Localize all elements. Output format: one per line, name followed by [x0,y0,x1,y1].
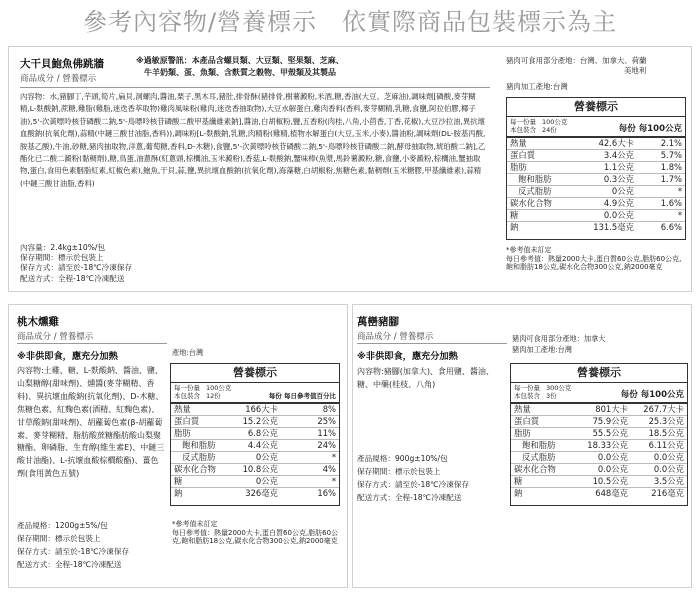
nutrition-row [511,416,687,428]
allergen-line-2: 牛羊奶類、蛋、魚類、含麩質之穀物、甲殼類及其製品 [144,68,336,78]
allergen-warning [136,55,466,79]
reference-note: *參考值未訂定 每日參考值：熱量2000大卡,蛋白質60公克,脂肪60公克,飽和脂肪18公克,碳水化合物300公克,鈉2000毫克 [506,246,682,272]
nutrition-row [507,186,685,198]
nutrient-name: 碳水化合物 [510,198,552,208]
nutrition-row [511,464,687,476]
nutrient-value-2: 11% [317,428,336,438]
product-title: 桃木燻雞 [17,316,59,328]
serving-value: 100公克 [206,384,232,392]
nutrient-value-2: 3.5公克 [653,476,684,486]
origin-line-2: 豬肉加工產地:台灣 [512,345,572,354]
nutrient-name: 鈉 [174,488,183,498]
nutrient-value: 0公克 [611,186,634,196]
ingredients-text: 內容物:豬腳(加拿大)、食用鹽、醬油、糖、中藥(桂枝、八角) [357,367,494,389]
nutrition-row [507,174,685,186]
nutrition-table [170,363,340,506]
nutrient-value: 0.0公克 [597,452,628,462]
nutrient-value-2: 1.6% [660,198,682,208]
reference-note: *參考值未訂定 每日參考值：熱量2000大卡,蛋白質60公克,脂肪60公克,飽和脂肪18公克,碳水化合物300公克,鈉2000毫克 [172,520,339,546]
nutrition-row [511,404,687,416]
nutrition-row [171,404,339,416]
nutrition-table [510,363,688,506]
divider [17,343,167,344]
product-meta: 產品規格：1200g±5%/包 保存期間：標示於包裝上 保存方式：請至於-18℃冷凍保存 配送方式：全程-18℃冷凍配送 [17,521,130,569]
nutrient-value-2: 0.0公克 [653,464,684,474]
nutrient-value-2: 0.0公克 [653,452,684,462]
nutrient-value-2: 1.8% [660,162,682,172]
nutrition-row [511,440,687,452]
nutrition-row [507,162,685,174]
product-title: 萬巒豬腳 [357,316,399,328]
servings-label: 本包裝含 [514,392,540,400]
nutrition-row [507,138,685,150]
divider [357,343,507,344]
serving-label: 每一份量 [514,384,540,392]
nutrient-value-2: 216毫克 [651,488,684,498]
nutrient-value: 55.5公克 [592,428,628,438]
nutrition-col-header: 每份 每100公克 [620,390,684,400]
nutrition-title: 營養標示 [171,364,339,383]
nutrition-table [506,97,686,240]
nutrient-name: 熱量 [174,404,191,414]
nutrition-col-header: 每份 每100公克 [618,124,682,134]
nutrient-value: 4.4公克 [247,440,278,450]
nutrition-row [171,452,339,464]
nutrient-value-2: * [677,210,682,220]
nutrient-name: 反式脂肪 [518,186,552,196]
servings-label: 本包裝含 [174,392,200,400]
nutrient-value-2: 24% [317,440,336,450]
allergen-line-1: ※過敏原警訊：本產品含螺貝類、大豆類、堅果類、芝麻、 [136,56,344,65]
nutrient-name: 鈉 [514,488,523,498]
nutrient-value-2: 2.1% [660,138,682,148]
nutrition-row [507,210,685,222]
nutrition-row [171,488,339,499]
nutrient-name: 蛋白質 [514,416,540,426]
product-subtitle: 商品成分 / 營養標示 [357,332,434,342]
nutrient-value-2: 18.5公克 [648,428,684,438]
nutrient-value-2: 25.3公克 [648,416,684,426]
product-subtitle: 商品成分 / 營養標示 [17,332,94,342]
nutrient-value: 1.1公克 [603,162,634,172]
nutrient-value: 0.3公克 [603,174,634,184]
origin-line-1: 豬肉可食用部分產地：加拿大 [512,334,606,343]
serving-label: 每一份量 [174,384,200,392]
nutrient-name: 脂肪 [174,428,191,438]
nutrient-name: 碳水化合物 [174,464,216,474]
nutrition-row [507,222,685,233]
nutrient-value: 15.2公克 [242,416,278,426]
nutrient-name: 飽和脂肪 [518,174,552,184]
nutrient-value: 326毫克 [245,488,278,498]
serving-value: 100公克 [542,118,568,126]
nutrient-value: 3.4公克 [603,150,634,160]
nutrient-name: 熱量 [510,138,527,148]
nutrition-rows [507,138,685,233]
nutrition-row [171,476,339,488]
servings-value: 12份 [206,392,221,400]
nutrient-name: 碳水化合物 [514,464,556,474]
nutrient-value: 42.6大卡 [598,138,634,148]
nutrient-value-2: 6.6% [660,222,682,232]
nutrition-rows [511,404,687,499]
nutrient-name: 脂肪 [514,428,531,438]
origin-info [512,333,690,355]
product-subtitle: 商品成分 / 營養標示 [20,74,97,84]
product-title: 大干貝鮑魚佛跳牆 [20,58,104,70]
origin-info [506,56,690,92]
nutrient-value: 0公克 [255,452,278,462]
servings-value: 3份 [546,392,557,400]
origin-line-1: 豬肉可食用部分產地：台灣、加拿大、荷蘭 [506,56,647,65]
nutrition-serving-header [511,383,687,404]
nutrition-row [171,464,339,476]
nutrition-rows [171,404,339,499]
product-meta: 產品規格：900g±10%/包 保存期間：標示於包裝上 保存方式：請至於-18℃冷凍保存 配送方式：全程-18℃冷凍配送 [357,454,470,502]
nutrient-value-2: 1.7% [660,174,682,184]
nutrition-row [507,198,685,210]
nutrient-value-2: 267.7大卡 [643,404,684,414]
serving-value: 300公克 [546,384,572,392]
nutrient-name: 糖 [174,476,183,486]
nutrient-value-2: 8% [322,404,336,414]
nutrient-value: 0公克 [255,476,278,486]
ingredients-text: 內容物:土雞、糖、L-麩酸鈉、醬油、鹽、山梨糖醇(甜味劑)、燻醬(麥芽糊精、香料)、異抗壞血酸鈉(抗氧化劑)、D-木糖、焦糖色素、紅麴色素(酒精、紅麴色素)、甘草酸鈉(甜味劑)、胡蘿蔔色素(β-胡蘿蔔素、麥芽糊精、脂肪酸蔗糖酯肪酸山梨聚糖酯、卵磷脂、生育醇(維生素E)、中鏈三酸甘油酯)、L-抗壞血酸棕櫚酸酯)、薑色劑(食用黃色五號) [17,366,165,479]
nutrition-row [511,476,687,488]
nutrient-value-2: 16% [317,488,336,498]
nutrient-name: 蛋白質 [174,416,200,426]
nutrient-value-2: * [677,186,682,196]
heating-warning: ※非供即食，應充分加熱 [17,351,118,362]
nutrition-row [507,150,685,162]
nutrient-value-2: * [331,452,336,462]
nutrient-name: 糖 [514,476,523,486]
nutrient-name: 熱量 [514,404,531,414]
nutrition-title: 營養標示 [507,98,685,117]
ingredients-text: 內容物：水,豬腳丁,芋頭,筍片,扁貝,洞螺肉,醬油,栗子,黑木耳,豬肚,排骨酥(豬排骨,樹薯澱粉,米酒,糖,香油(大豆、芝麻油),調味劑[磷酸,麥芽糊精,L-麩酸鈉,蔗糖,雞脂(雞脂,迷迭香萃取物)雞肉風味粉(雞肉,迷迭香抽取物),大豆水解蛋白,雞肉香料(香料,麥芽糊精,乳糖,食鹽,阿拉伯膠,椰子油),5'-次黃嘌呤核苷磷酸二鈉,5'-鳥嘌呤核苷磷酸二酸甲基纖維素鈉],醬油,白胡椒粉,鹽,五香粉(肉桂,八角,小茴香,丁香,花椒),大豆沙拉油,異抗壞血酸鈉(抗氧化劑),蒜精(中鏈三酸甘油脂,香料)),調味粉[L-麩酸鈉,乳糖,肉精粉(雞精,植物水解蛋白(大豆,玉米,小麥),醬油粉,調味劑(DL-胺基丙酸,胺基乙酸),牛油,砂糖,豬肉抽取物,洋蔥,葡萄糖,香料,D-木糖),食鹽,5'-次黃嘌呤核苷磷酸二鈉,5'-鳥嘌呤核苷磷酸二鈉,酵母抽取物,琥珀酸二鈉],乙酯化已二酸二澱粉(黏稠劑),糖,鳥蛋,油蔥酥(紅蔥頭,棕櫚油,玉米澱粉),香菇,L-麩酸鈉,蟹味棒(魚漿,馬鈴薯澱粉,糖,食鹽,小麥澱粉,棕櫚油,蟹抽取物,蛋白,食用色素胭脂紅素,紅椒色素),鮑魚,干貝,蒜,鹽,異抗壞血酸鈉(抗氧化劑),海藻糖,白胡椒粉,焦糖色素,黏稠劑(玉米糖膠,甲基纖維素),蒜精(中鏈三酸甘油脂,香料) [20,92,486,188]
nutrient-value: 4.9公克 [603,198,634,208]
nutrient-name: 鈉 [510,222,519,232]
nutrient-name: 飽和脂肪 [182,440,216,450]
nutrient-value: 75.9公克 [592,416,628,426]
nutrient-value: 801大卡 [595,404,628,414]
nutrient-name: 糖 [510,210,519,220]
serving-label: 每一份量 [510,118,536,126]
nutrition-row [511,488,687,499]
nutrition-row [171,416,339,428]
nutrient-value-2: 5.7% [660,150,682,160]
origin-line-2: 美地利 [624,66,647,75]
nutrient-value: 648毫克 [595,488,628,498]
nutrient-name: 反式脂肪 [182,452,216,462]
nutrition-row [171,440,339,452]
nutrition-row [511,452,687,464]
nutrition-serving-header [171,383,339,404]
nutrient-value: 18.33公克 [587,440,628,450]
page-banner: 參考內容物/營養標示 依實際商品包裝標示為主 [82,8,618,36]
nutrient-name: 蛋白質 [510,150,536,160]
heating-warning: ※非供即食，應充分加熱 [357,351,458,362]
nutrient-value: 6.8公克 [247,428,278,438]
nutrient-name: 飽和脂肪 [522,440,556,450]
nutrient-value: 10.8公克 [242,464,278,474]
nutrition-row [511,428,687,440]
nutrition-title: 營養標示 [511,364,687,383]
nutrient-value: 0.0公克 [603,210,634,220]
nutrition-col-header: 每份 每日參考值百分比 [268,392,336,400]
nutrient-value: 166大卡 [245,404,278,414]
divider [20,87,490,88]
nutrient-value: 131.5毫克 [593,222,634,232]
nutrient-name: 脂肪 [510,162,527,172]
servings-value: 24份 [542,126,557,134]
nutrient-value-2: 4% [322,464,336,474]
nutrient-value-2: 25% [317,416,336,426]
origin-info: 產地:台灣 [172,348,204,357]
nutrition-serving-header [507,117,685,138]
nutrient-name: 反式脂肪 [522,452,556,462]
product-meta: 內容量：2.4kg±10%/包 保存期間：標示於包裝上 保存方式：請至於-18℃冷凍保存 配送方式：全程-18℃冷凍配送 [20,243,133,283]
nutrient-value: 0.0公克 [597,464,628,474]
servings-label: 本包裝含 [510,126,536,134]
nutrition-row [171,428,339,440]
nutrient-value: 10.5公克 [592,476,628,486]
nutrient-value-2: * [331,476,336,486]
nutrient-value-2: 6.11公克 [648,440,684,450]
origin-line-3: 豬肉加工產地:台灣 [506,82,568,91]
